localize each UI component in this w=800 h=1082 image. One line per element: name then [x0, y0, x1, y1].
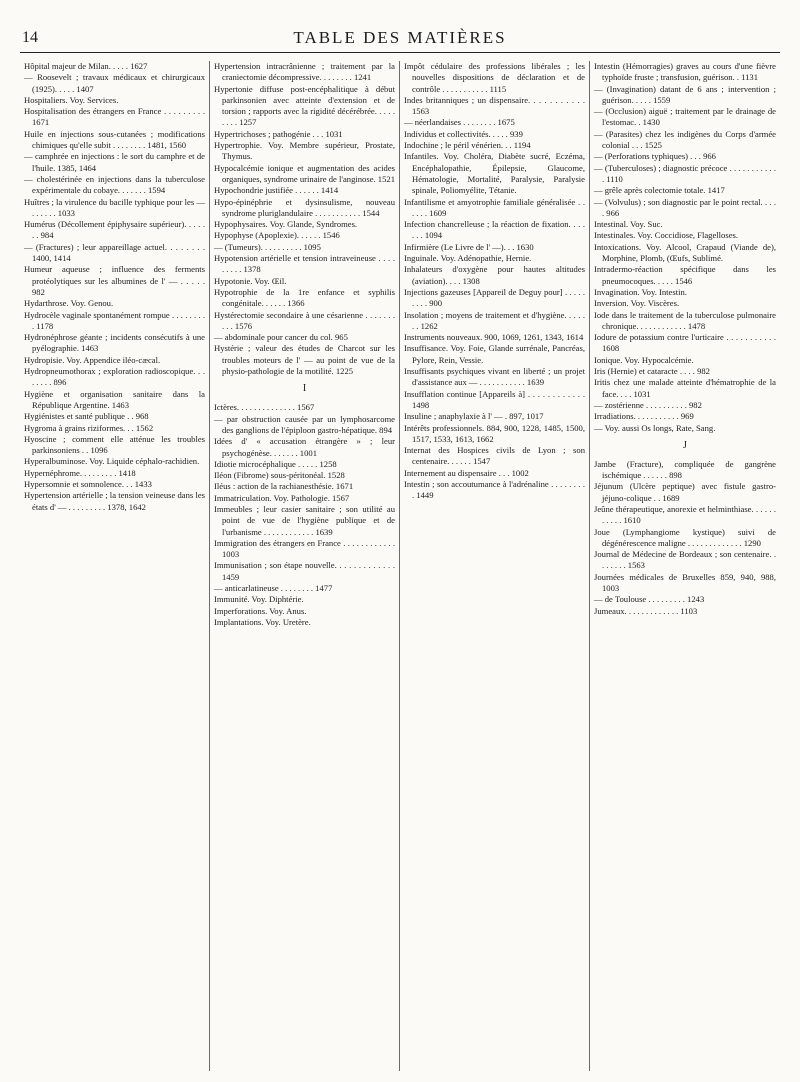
index-entry: Hydrocèle vaginale spontanément rompue . . . . . . . . . 1178 [24, 309, 205, 331]
index-entry: Insuffisants psychiques vivant en liberté ; un projet d'assistance aux — . . . . . . . . . . . 1639 [404, 366, 585, 388]
index-entry: Huile en injections sous-cutanées ; modifications chimiques qu'elle subit . . . . . . . . 1481, 1560 [24, 128, 205, 151]
index-entry: — (Tuberculoses) ; diagnostic précoce . . . . . . . . . . . . 1110 [594, 162, 776, 184]
index-entry: Infantilisme et amyotrophie familiale généralisée . . . . . . 1609 [404, 196, 585, 218]
index-entry: Journées médicales de Bruxelles 859, 940, 988, 1003 [594, 571, 776, 594]
index-entry: Humérus (Décollement épiphysaire supérieur). . . . . . . 984 [24, 219, 205, 241]
index-entry: — (Perforations typhiques) . . . 966 [594, 151, 716, 162]
index-column-3 [400, 61, 590, 1071]
index-entry: Hygiénistes et santé publique . . 968 [24, 411, 149, 422]
index-entry: Hospitaliers. Voy. Services. [24, 94, 119, 105]
index-entry: Hypo-épinéphrie et dysinsulisme, nouveau syndrome pluriglandulaire . . . . . . . . . . . 1544 [214, 196, 395, 218]
index-entry: Journal de Médecine de Bordeaux ; son centenaire. . . . . . . . 1563 [594, 549, 776, 571]
index-entry: Infantiles. Voy. Choléra, Diabète sucré, Eczéma, Encéphalopathie, Épilepsie, Glaucome, Hématologie, Mortalité, Paralysie, Paralysie spinale, Poliomyélite, Tétanie. [404, 151, 585, 196]
index-entry: Individus et collectivités. . . . . 939 [404, 128, 523, 139]
index-entry: Iodure de potassium contre l'urticaire . . . . . . . . . . . 1608 [594, 332, 776, 354]
index-column-2 [210, 61, 400, 1071]
index-entry: Joue (Lymphangiome kystique) suivi de dégénérescence maligne . . . . . . . . . . . . . 1290 [594, 526, 776, 548]
index-entry: Immigration des étrangers en France . . . . . . . . . . . . 1003 [214, 537, 395, 560]
index-entry: — (Occlusion) aiguë ; traitement par le drainage de l'estomac. . 1430 [594, 106, 776, 128]
index-entry: Idiotie microcéphalique . . . . . 1258 [214, 458, 337, 469]
index-entry: — grêle après colectomie totale. 1417 [594, 185, 725, 196]
index-entry: Impôt cédulaire des professions libérales ; les nouvelles dispositions de déclaration et de contrôle . . . . . . . . . . . 1115 [404, 61, 585, 94]
index-entry: Idées d' « accusation étrangère » ; leur psychogénèse. . . . . . . 1001 [214, 436, 395, 458]
index-entry: Hyoscine ; comment elle atténue les troubles parkinsoniens . . 1096 [24, 433, 205, 456]
index-entry: Hypocalcémie ionique et augmentation des acides organiques, syndrome urinaire de l'anginose. 1521 [214, 162, 395, 184]
section-letter-i: I [302, 383, 307, 395]
index-entry: Iris (Hernie) et cataracte . . . . 982 [594, 366, 710, 377]
index-entry: Hydropneumothorax ; exploration radioscopique. . . . . . . . 896 [24, 366, 205, 388]
index-entry: Hypotonie. Voy. Œil. [214, 275, 287, 286]
index-entry: — zostérienne . . . . . . . . . . 982 [594, 399, 702, 410]
index-entry: Hypotrophie de la 1re enfance et syphilis congénitale. . . . . . 1366 [214, 286, 395, 309]
index-entry: Intestinales. Voy. Coccidiose, Flagelloses. [594, 230, 739, 241]
index-entry: Hypertonie diffuse post-encéphalitique à début parkinsonien avec atteinte d'extension et de torsion ; rapports avec la rigidité décérébrée. . . . . . . . . 1257 [214, 83, 395, 128]
index-entry: Hygiène et organisation sanitaire dans la République Argentine. 1463 [24, 388, 205, 410]
index-entry: — cholestérinée en injections dans la tuberculose expérimentale du cobaye. . . . . . . 1594 [24, 173, 205, 196]
index-entry: Irradiations. . . . . . . . . . . 969 [594, 411, 694, 422]
index-entry: — (Tumeurs). . . . . . . . . . 1095 [214, 241, 321, 252]
index-entry: Intestin ; son accoutumance à l'adrénaline . . . . . . . . . 1449 [404, 478, 585, 501]
index-entry: Instruments nouveaux. 900, 1069, 1261, 1343, 1614 [404, 332, 584, 343]
index-entry: Infection chancrelleuse ; la réaction de fixation. . . . . . . 1094 [404, 219, 585, 241]
index-entry: Ictères. . . . . . . . . . . . . . 1567 [214, 402, 315, 413]
index-entry: Hypotension artérielle et tension intraveineuse . . . . . . . . . 1378 [214, 253, 395, 275]
index-entry: Hystérectomie secondaire à une césarienne . . . . . . . . . . 1576 [214, 309, 395, 331]
index-entry: — (Fractures) ; leur appareillage actuel. . . . . . . . 1400, 1414 [24, 241, 205, 264]
index-entry: Infirmière (Le Livre de l' —). . . 1630 [404, 241, 534, 252]
index-entry: — Roosevelt ; travaux médicaux et chirurgicaux (1925). . . . . 1407 [24, 72, 205, 94]
index-entry: Iode dans le traitement de la tuberculose pulmonaire chronique. . . . . . . . . . . . 1478 [594, 309, 776, 331]
index-column-1 [20, 61, 210, 1071]
index-entry: Hypernéphrome. . . . . . . . . 1418 [24, 467, 136, 478]
index-entry: Immatriculation. Voy. Pathologie. 1567 [214, 492, 350, 503]
index-entry: Hypophyse (Apoplexie). . . . . . 1546 [214, 230, 340, 241]
index-entry: — Voy. aussi Os longs, Rate, Sang. [594, 422, 716, 433]
index-entry: — (Volvulus) ; son diagnostic par le point rectal. . . . . 966 [594, 196, 776, 218]
index-column-4 [590, 61, 780, 1071]
index-entry: Intoxications. Voy. Alcool, Crapaud (Viande de), Morphine, Plomb, (Œufs, Sublimé. [594, 241, 776, 264]
index-entry: Intestinal. Voy. Suc. [594, 219, 663, 230]
index-entry: Injections gazeuses [Appareil de Deguy pour] . . . . . . . . . 900 [404, 286, 585, 309]
index-entry: Ionique. Voy. Hypocalcémie. [594, 354, 694, 365]
index-entry: — par obstruction causée par un lymphosarcome des ganglions de l'épiploon gastro-hépatique. 894 [214, 413, 395, 435]
index-entry: Intestin (Hémorragies) graves au cours d'une fièvre typhoïde fruste ; transfusion, guérison. . 1131 [594, 61, 776, 83]
index-entry: Hystérie ; valeur des études de Charcot sur les troubles moteurs de l' — au point de vue de la physio-pathologie de la motilité. 1225 [214, 343, 395, 377]
index-entry: — camphrée en injections : le sort du camphre et de l'huile. 1385, 1464 [24, 151, 205, 173]
index-entry: Hypertension intracrânienne ; traitement par la craniectomie décompressive. . . . . . . . 1241 [214, 61, 395, 83]
index-entry: Insuline ; anaphylaxie à l' — . 897, 1017 [404, 411, 544, 422]
index-entry: Hydarthrose. Voy. Genou. [24, 298, 114, 309]
index-entry: Jumeaux. . . . . . . . . . . . . 1103 [594, 605, 698, 616]
index-entry: Huîtres ; la virulence du bacille typhique pour les — . . . . . . 1033 [24, 196, 205, 218]
running-title: TABLE DES MATIÈRES [293, 28, 507, 47]
index-entry: Hôpital majeur de Milan. . . . . 1627 [24, 61, 148, 71]
index-entry: Humeur aqueuse ; influence des ferments protéolytiques sur les albumines de l' — . . . . . 982 [24, 264, 205, 297]
index-entry: Invagination. Voy. Intestin. [594, 286, 687, 297]
index-entry: Jeûne thérapeutique, anorexie et helminthiase. . . . . . . . . . . 1610 [594, 503, 776, 526]
index-entry: Hyperalbuminose. Voy. Liquide céphalo-rachidien. [24, 456, 200, 467]
index-entry: Iléon (Fibrome) sous-péritonéal. 1528 [214, 470, 345, 481]
index-entry: Jambe (Fracture), compliquée de gangrène ischémique . . . . . . 898 [594, 458, 776, 481]
index-entry: — néerlandaises . . . . . . . . 1675 [404, 117, 515, 128]
index-entry: Intérêts professionnels. 884, 900, 1228, 1485, 1500, 1517, 1533, 1613, 1662 [404, 422, 585, 444]
index-entry: Hydropisie. Voy. Appendice iléo-cæcal. [24, 354, 161, 365]
index-entry: Hypochondrie justifiée . . . . . . 1414 [214, 185, 339, 196]
index-entry: — abdominale pour cancer du col. 965 [214, 332, 348, 343]
index-entry: Hydronéphrose géante ; incidents consécutifs à une pyélographie. 1463 [24, 332, 205, 354]
index-entry: Hypertension artérielle ; la tension veineuse dans les états d' — . . . . . . . . . 1378, 1642 [24, 490, 205, 512]
page-header [20, 22, 780, 53]
index-entry: Inversion. Voy. Viscères. [594, 298, 680, 309]
section-letter-j: J [683, 439, 687, 451]
index-entry: — (Invagination) datant de 6 ans ; intervention ; guérison. . . . . 1559 [594, 83, 776, 105]
index-entry: Indes britanniques ; un dispensaire. . . . . . . . . . . 1563 [404, 94, 585, 117]
page-number: 14 [22, 29, 38, 46]
index-entry: Insolation ; moyens de traitement et d'hygiène. . . . . . . 1262 [404, 309, 585, 331]
index-entry: Hospitalisation des étrangers en France . . . . . . . . . 1671 [24, 106, 205, 128]
index-entry: — de Toulouse . . . . . . . . . 1243 [594, 594, 705, 605]
index-entry: Iléus : action de la rachianesthésie. 1671 [214, 481, 354, 492]
index-entry: Imperforations. Voy. Anus. [214, 605, 307, 616]
index-entry: Implantations. Voy. Uretère. [214, 616, 311, 627]
index-entry: — anticarlatineuse . . . . . . . . 1477 [214, 583, 333, 594]
index-entry: Internat des Hospices civils de Lyon ; son centenaire. . . . . . 1547 [404, 445, 585, 467]
index-entry: Insufflation continue [Appareils à] . . . . . . . . . . . . 1498 [404, 388, 585, 410]
index-entry: Hypertrichoses ; pathogénie . . . 1031 [214, 128, 343, 139]
index-entry: Iritis chez une malade atteinte d'hématrophie de la face. . . . 1031 [594, 377, 776, 399]
index-entry: Immeubles ; leur casier sanitaire ; son utilité au point de vue de l'hygiène publique et de l'urbanisme . . . . . . . . . . . . 1639 [214, 503, 395, 537]
index-entry: Inguinale. Voy. Adénopathie, Hernie. [404, 253, 532, 264]
index-entry: Intradermo-réaction spécifique dans les pneumocoques. . . . . 1546 [594, 264, 776, 286]
index-entry: Immunisation ; son étape nouvelle. . . . . . . . . . . . . 1459 [214, 560, 395, 582]
index-entry: Immunité. Voy. Diphtérie. [214, 594, 304, 605]
index-entry: Jéjunum (Ulcère peptique) avec fistule gastro-jéjuno-colique . . 1689 [594, 481, 776, 503]
index-entry: Hypophysaires. Voy. Glande, Syndromes. [214, 219, 358, 230]
index-entry: Inhalateurs d'oxygène pour hautes altitudes (aviation). . . . 1308 [404, 264, 585, 286]
index-entry: — (Parasites) chez les indigènes du Corps d'armée colonial . . . 1525 [594, 128, 776, 151]
index-entry: Insuffisance. Voy. Foie, Glande surrénale, Pancréas, Pylore, Rein, Vessie. [404, 343, 585, 365]
index-entry: Internement au dispensaire . . . 1002 [404, 467, 529, 478]
index-entry: Hypertrophie. Voy. Membre supérieur, Prostate, Thymus. [214, 140, 395, 162]
index-columns [20, 61, 780, 1071]
index-entry: Hygroma à grains riziformes. . . 1562 [24, 422, 154, 433]
index-entry: Indochine ; le péril vénérien. . . 1194 [404, 140, 531, 151]
index-entry: Hypersomnie et somnolence. . . 1433 [24, 478, 152, 489]
